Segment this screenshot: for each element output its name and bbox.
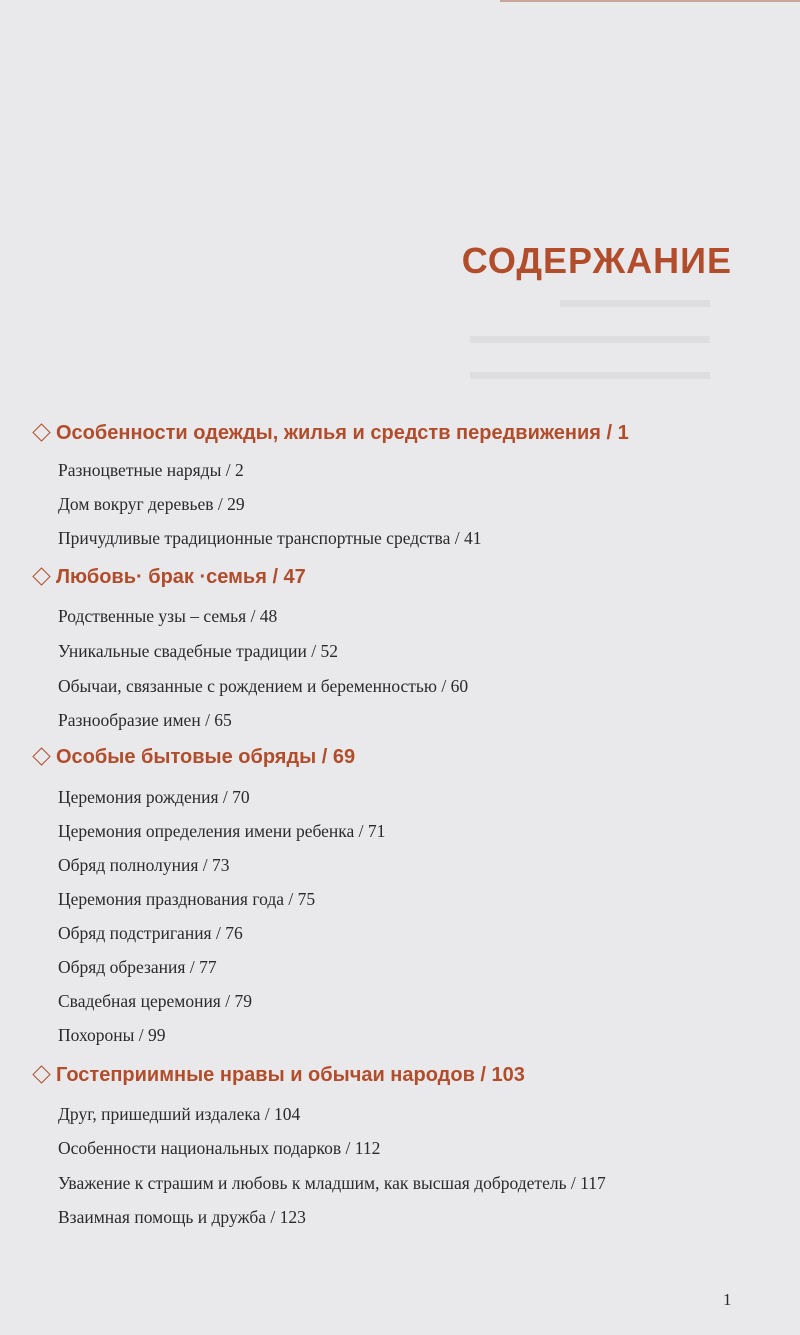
toc-entry: Обряд полнолуния / 73	[58, 855, 230, 875]
diamond-icon	[32, 748, 50, 766]
top-edge-rule	[500, 0, 800, 2]
toc-entry: Церемония определения имени ребенка / 71	[58, 821, 386, 841]
toc-entry: Свадебная церемония / 79	[58, 991, 252, 1011]
bleed-through-line	[470, 372, 710, 379]
toc-entry: Родственные узы – семья / 48	[58, 606, 278, 626]
toc-entry: Обычаи, связанные с рождением и беременностью / 60	[58, 676, 469, 696]
section-heading-text: Особенности одежды, жилья и средств передвижения / 1	[56, 422, 629, 444]
toc-entry: Разноцветные наряды / 2	[58, 460, 244, 480]
toc-entry: Дом вокруг деревьев / 29	[58, 494, 245, 514]
section-heading-text: Гостеприимные нравы и обычаи народов / 103	[56, 1064, 525, 1086]
section-heading	[32, 746, 355, 769]
section-heading-text: Любовь· брак ·семья / 47	[56, 566, 306, 588]
section-heading	[32, 1064, 525, 1087]
toc-entry: Похороны / 99	[58, 1025, 166, 1045]
toc-entry: Друг, пришедший издалека / 104	[58, 1104, 301, 1124]
diamond-icon	[32, 424, 50, 442]
diamond-icon	[32, 1066, 50, 1084]
diamond-icon	[32, 568, 50, 586]
toc-entry: Взаимная помощь и дружба / 123	[58, 1207, 306, 1227]
toc-entry: Уважение к страшим и любовь к младшим, как высшая добродетель / 117	[58, 1173, 606, 1193]
toc-entry: Церемония празднования года / 75	[58, 889, 316, 909]
toc-entry: Причудливые традиционные транспортные средства / 41	[58, 528, 482, 548]
page-number: 1	[723, 1290, 732, 1309]
toc-entry: Обряд подстригания / 76	[58, 923, 243, 943]
bleed-through-line	[470, 336, 710, 343]
toc-entry: Разнообразие имен / 65	[58, 710, 232, 730]
section-heading	[32, 566, 306, 589]
toc-entry: Церемония рождения / 70	[58, 787, 250, 807]
toc-entry: Особенности национальных подарков / 112	[58, 1138, 381, 1158]
toc-entry: Уникальные свадебные традиции / 52	[58, 641, 338, 661]
bleed-through-line	[560, 300, 710, 307]
page-title: СОДЕРЖАНИЕ	[461, 240, 732, 281]
toc-entry: Обряд обрезания / 77	[58, 957, 217, 977]
section-heading	[32, 422, 629, 445]
section-heading-text: Особые бытовые обряды / 69	[56, 746, 356, 768]
